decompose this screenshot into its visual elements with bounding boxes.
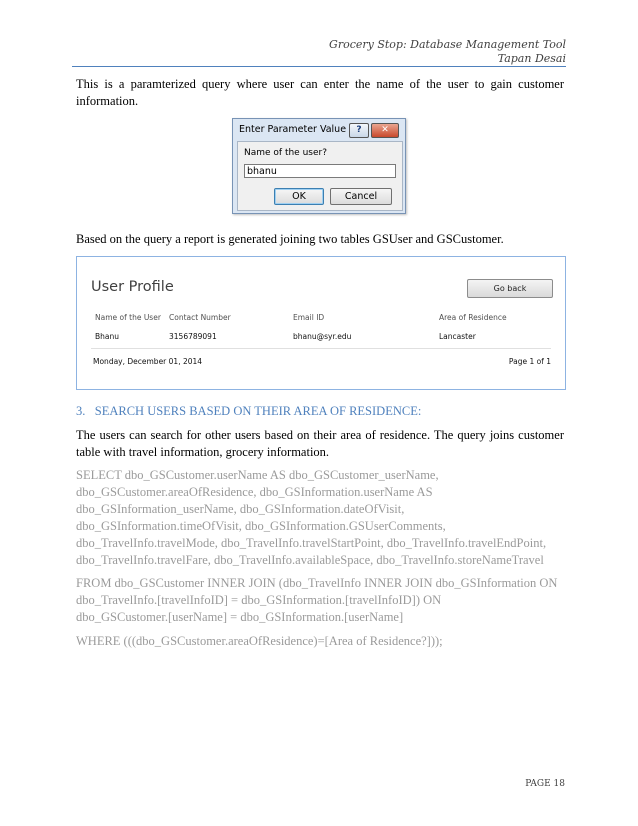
sql-line: dbo_TravelInfo.[travelInfoID] = dbo_GSInformation.[travelInfoID]) ON bbox=[76, 593, 442, 607]
header-title: Grocery Stop: Database Management Tool bbox=[329, 38, 566, 51]
header-author: Tapan Desai bbox=[497, 52, 566, 65]
cell-email: bhanu@syr.edu bbox=[293, 332, 352, 341]
sql-line: FROM dbo_GSCustomer INNER JOIN (dbo_TravelInfo INNER JOIN dbo_GSInformation ON bbox=[76, 576, 558, 590]
cancel-button[interactable]: Cancel bbox=[330, 188, 392, 205]
sql-where-line: WHERE (((dbo_GSCustomer.areaOfResidence)=[Area of Residence?])); bbox=[76, 634, 443, 648]
cell-name: Bhanu bbox=[95, 332, 120, 341]
sql-from-block bbox=[76, 575, 566, 626]
intro-paragraph: This is a paramterized query where user can enter the name of the user to gain customer information. bbox=[76, 77, 564, 108]
dialog-title: Enter Parameter Value bbox=[239, 124, 347, 135]
sql-select-block bbox=[76, 467, 566, 569]
page-number: PAGE 18 bbox=[525, 779, 565, 789]
sql-line: dbo_GSInformation_userName, dbo_GSInformation.dateOfVisit, bbox=[76, 502, 405, 516]
report-title: User Profile bbox=[91, 279, 174, 295]
cell-contact: 3156789091 bbox=[169, 332, 217, 341]
sql-line: dbo_GSCustomer.[userName] = dbo_GSInformation.[userName] bbox=[76, 610, 404, 624]
report-intro: Based on the query a report is generated joining two tables GSUser and GSCustomer. bbox=[76, 232, 504, 246]
column-header-contact: Contact Number bbox=[169, 313, 231, 322]
dialog-body bbox=[237, 141, 403, 211]
section-paragraph: The users can search for other users based on their area of residence. The query joins customer table with travel information, grocery information. bbox=[76, 428, 564, 459]
sql-line: dbo_GSCustomer.areaOfResidence, dbo_GSInformation.userName AS bbox=[76, 485, 433, 499]
column-header-area: Area of Residence bbox=[439, 313, 507, 322]
sql-line: dbo_GSInformation.timeOfVisit, dbo_GSInformation.GSUserComments, bbox=[76, 519, 446, 533]
column-header-email: Email ID bbox=[293, 313, 325, 322]
parameter-dialog bbox=[232, 118, 406, 214]
column-header-name: Name of the User bbox=[95, 313, 161, 322]
dialog-label: Name of the user? bbox=[244, 148, 327, 158]
user-profile-report bbox=[76, 256, 566, 390]
report-divider bbox=[91, 348, 551, 349]
header-rule bbox=[72, 66, 566, 67]
ok-button[interactable]: OK bbox=[274, 188, 324, 205]
report-date: Monday, December 01, 2014 bbox=[93, 357, 203, 366]
close-icon[interactable]: ✕ bbox=[371, 123, 399, 138]
report-page-number: Page 1 of 1 bbox=[508, 357, 551, 366]
cell-area: Lancaster bbox=[439, 332, 476, 341]
sql-line: SELECT dbo_GSCustomer.userName AS dbo_GSCustomer_userName, bbox=[76, 468, 439, 482]
help-icon[interactable]: ? bbox=[349, 123, 369, 138]
section-heading: 3. SEARCH USERS BASED ON THEIR AREA OF RESIDENCE: bbox=[76, 404, 422, 418]
go-back-button[interactable]: Go back bbox=[467, 279, 553, 298]
sql-line: dbo_TravelInfo.travelFare, dbo_TravelInfo.availableSpace, dbo_TravelInfo.storeNameTravel bbox=[76, 553, 544, 567]
user-name-input[interactable]: bhanu bbox=[244, 164, 396, 178]
sql-line: dbo_TravelInfo.travelMode, dbo_TravelInfo.travelStartPoint, dbo_TravelInfo.travelEndPoint, bbox=[76, 536, 547, 550]
